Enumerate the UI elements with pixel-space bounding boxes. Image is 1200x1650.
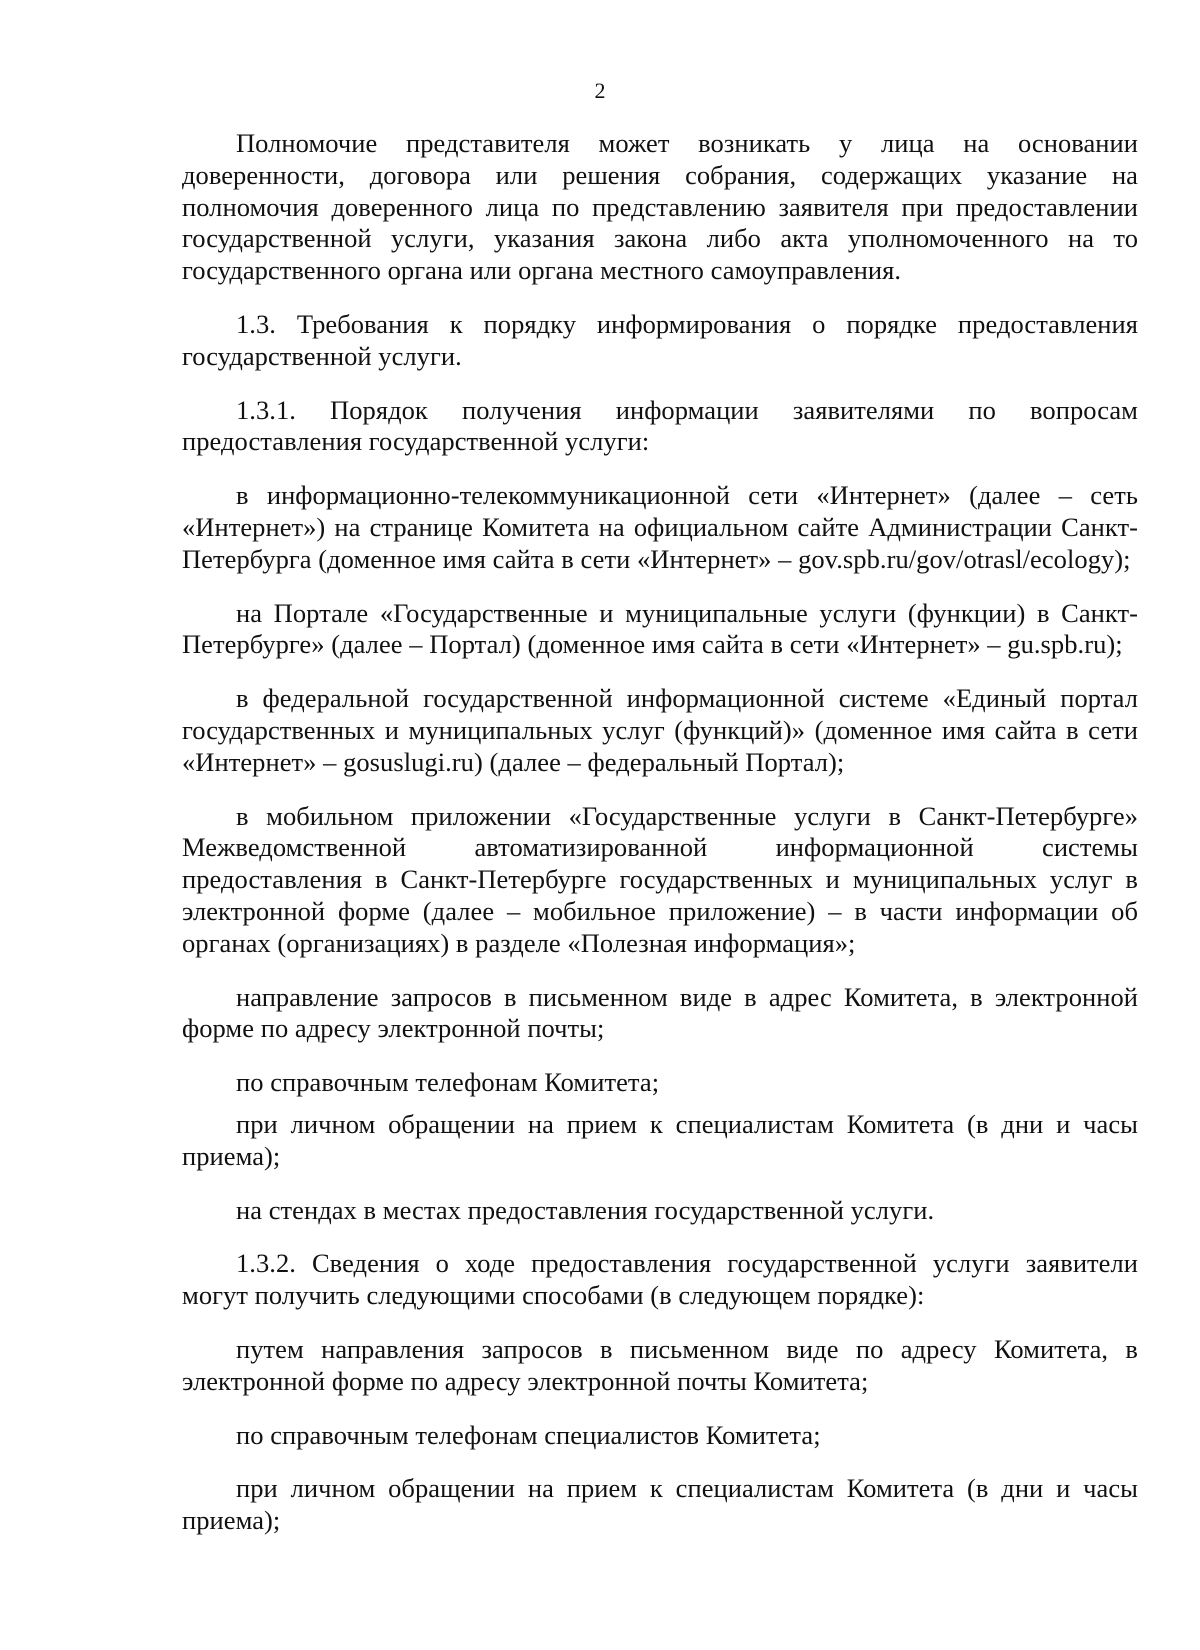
document-body (182, 128, 1138, 1537)
paragraph-section-1-3-2: 1.3.2. Сведения о ходе предоставления государственной услуги заявители могут получить следующими способами (в следующем порядке): (182, 1248, 1138, 1311)
paragraph-written-requests-committee: путем направления запросов в письменном виде по адресу Комитета, в электронной форме по адресу электронной почты Комитета; (182, 1333, 1138, 1396)
paragraph-section-1-3: 1.3. Требования к порядку информирования о порядке предоставления государственной услуги. (182, 308, 1138, 371)
paragraph-written-requests: направление запросов в письменном виде в адрес Комитета, в электронной форме по адресу электронной почты; (182, 981, 1138, 1044)
paragraph-personal-visit-2: при личном обращении на прием к специалистам Комитета (в дни и часы приема); (182, 1473, 1138, 1536)
paragraph-mobile-app: в мобильном приложении «Государственные услуги в Санкт-Петербурге» Межведомственной автоматизированной информационной системы предоставления в Санкт-Петербурге государственных и муниципальных услуг в электронной форме (далее – мобильное приложение) – в части информации об органах (организациях) в разделе «Полезная информация»; (182, 800, 1138, 958)
paragraph-stands: на стендах в местах предоставления государственной услуги. (236, 1194, 935, 1225)
page-number: 2 (594, 78, 606, 103)
paragraph-reference-phones: по справочным телефонам Комитета; (236, 1067, 660, 1098)
paragraph-federal-portal: в федеральной государственной информационной системе «Единый портал государственных и муниципальных услуг (функций)» (доменное имя сайта в сети «Интернет» – gosuslugi.ru) (далее – федеральный Портал); (182, 683, 1138, 777)
paragraph-section-1-3-1: 1.3.1. Порядок получения информации заявителями по вопросам предоставления государственной услуги: (182, 394, 1138, 457)
paragraph-representative-authority: Полномочие представителя может возникать у лица на основании доверенности, договора или решения собрания, содержащих указание на полномочия доверенного лица по представлению заявителя при предоставлении государственной услуги, указания закона либо акта уполномоченного на то государственного органа или органа местного самоуправления. (182, 128, 1138, 286)
paragraph-portal: на Портале «Государственные и муниципальные услуги (функции) в Санкт-Петербурге» (далее – Портал) (доменное имя сайта в сети «Интернет» – gu.spb.ru); (182, 597, 1138, 660)
paragraph-personal-visit: при личном обращении на прием к специалистам Комитета (в дни и часы приема); (182, 1108, 1138, 1171)
paragraph-internet-site: в информационно-телекоммуникационной сети «Интернет» (далее – сеть «Интернет») на странице Комитета на официальном сайте Администрации Санкт-Петербурга (доменное имя сайта в сети «Интернет» – gov.spb.ru/gov/otrasl/ecology); (182, 480, 1138, 574)
paragraph-specialist-phones: по справочным телефонам специалистов Комитета; (236, 1419, 821, 1450)
